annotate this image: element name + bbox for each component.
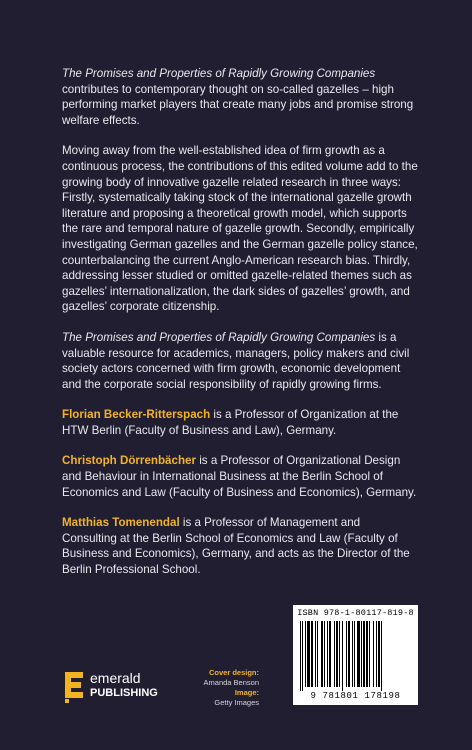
author-bio-2 xyxy=(62,453,418,500)
publisher-logo xyxy=(62,668,158,709)
barcode-bar xyxy=(334,621,335,687)
author-bio-1 xyxy=(62,407,418,438)
barcode-bar xyxy=(346,621,347,687)
barcode-bar xyxy=(305,621,306,687)
description-paragraph-2: Moving away from the well-established idea of firm growth as a continuous process, the contributions of this edited volume add to the growing body of innovative gazelle related research in three ways: Firstly, systematically taking stock of the international gazelle growth literature and proposing a theoretical growth model, which supports the rare and temporal nature of gazelle growth. Secondly, empirically investigating German gazelles and the German gazelle policy stance, counterbalancing the current Anglo-American research bias. Thirdly, addressing lesser studied or omitted gazelle-related themes such as gazelles’ internationalization, the dark sides of gazelles’ growth, and gazelles’ corporate citizenship. xyxy=(62,144,418,314)
author-bio-3 xyxy=(62,515,418,577)
barcode-bars xyxy=(299,621,412,691)
author-name: Florian Becker-Ritterspach xyxy=(62,408,211,422)
barcode-bar xyxy=(381,621,382,691)
author-bio-text: is a Professor of Management and Consulting at the Berlin School of Economics and Law (Faculty of Business and Economics), Germany, and acts as the Director of the Berlin Professional School. xyxy=(62,516,410,577)
image-credit-label: Image: xyxy=(234,688,259,697)
cover-design-value: Amanda Benson xyxy=(203,678,259,687)
barcode-bar xyxy=(361,621,362,687)
barcode-bar xyxy=(327,621,328,687)
description-paragraph-1 xyxy=(62,66,418,128)
barcode-bar xyxy=(352,621,353,687)
description-paragraph-3 xyxy=(62,330,418,392)
author-bio-text: is a Professor of Organizational Design and Behaviour in International Business at the Berlin School of Economics and Law (Faculty of Business and Economics), Germany. xyxy=(62,454,417,499)
description-text: contributes to contemporary thought on so-called gazelles – high performing market players that create many jobs and promise strong welfare effects. xyxy=(62,82,414,127)
barcode-bar xyxy=(317,621,318,687)
barcode-bar xyxy=(366,621,368,687)
logo-text-publishing: PUBLISHING xyxy=(90,687,158,699)
author-name: Christoph Dörrenbächer xyxy=(62,454,196,468)
isbn-barcode xyxy=(293,605,418,705)
barcode-bar xyxy=(339,621,340,687)
barcode-bar xyxy=(342,621,343,691)
logo-text-emerald: emerald xyxy=(90,670,141,686)
cover-credits xyxy=(204,668,259,708)
author-name: Matthias Tomenendal xyxy=(62,516,180,530)
barcode-bar xyxy=(369,621,370,687)
barcode-bar xyxy=(302,621,303,691)
back-cover-text xyxy=(62,66,418,593)
barcode-bar xyxy=(357,621,360,687)
barcode-bar xyxy=(336,621,338,687)
barcode-bar xyxy=(321,621,323,687)
barcode-bar xyxy=(329,621,331,687)
barcode-bar xyxy=(315,621,316,687)
barcode-bar xyxy=(324,621,325,687)
barcode-bar xyxy=(354,621,355,687)
barcode-bar xyxy=(311,621,313,687)
barcode-bar xyxy=(307,621,310,687)
barcode-bar xyxy=(373,621,374,687)
book-title-italic: The Promises and Properties of Rapidly Growing Companies xyxy=(62,67,376,80)
barcode-bar xyxy=(378,621,380,687)
barcode-digits: 9 781801 178198 xyxy=(310,691,401,701)
barcode-bar xyxy=(300,621,301,691)
book-title-italic: The Promises and Properties of Rapidly Growing Companies xyxy=(62,330,376,344)
cover-design-label: Cover design: xyxy=(208,668,259,677)
isbn-label: ISBN 978-1-80117-819-8 xyxy=(297,608,414,618)
barcode-bar xyxy=(348,621,350,687)
barcode-bar xyxy=(363,621,365,687)
barcode-bar xyxy=(376,621,377,687)
emerald-logo-icon xyxy=(62,668,86,704)
author-bio-text: is a Professor of Organization at the HTW Berlin (Faculty of Business and Law), Germany. xyxy=(62,408,399,437)
description-text: is a valuable resource for academics, managers, policy makers and civil society actors concerned with firm growth, economic development and the corporate social responsibility of rapidly growing firms. xyxy=(62,330,410,391)
image-credit-value: Getty Images xyxy=(214,698,259,707)
